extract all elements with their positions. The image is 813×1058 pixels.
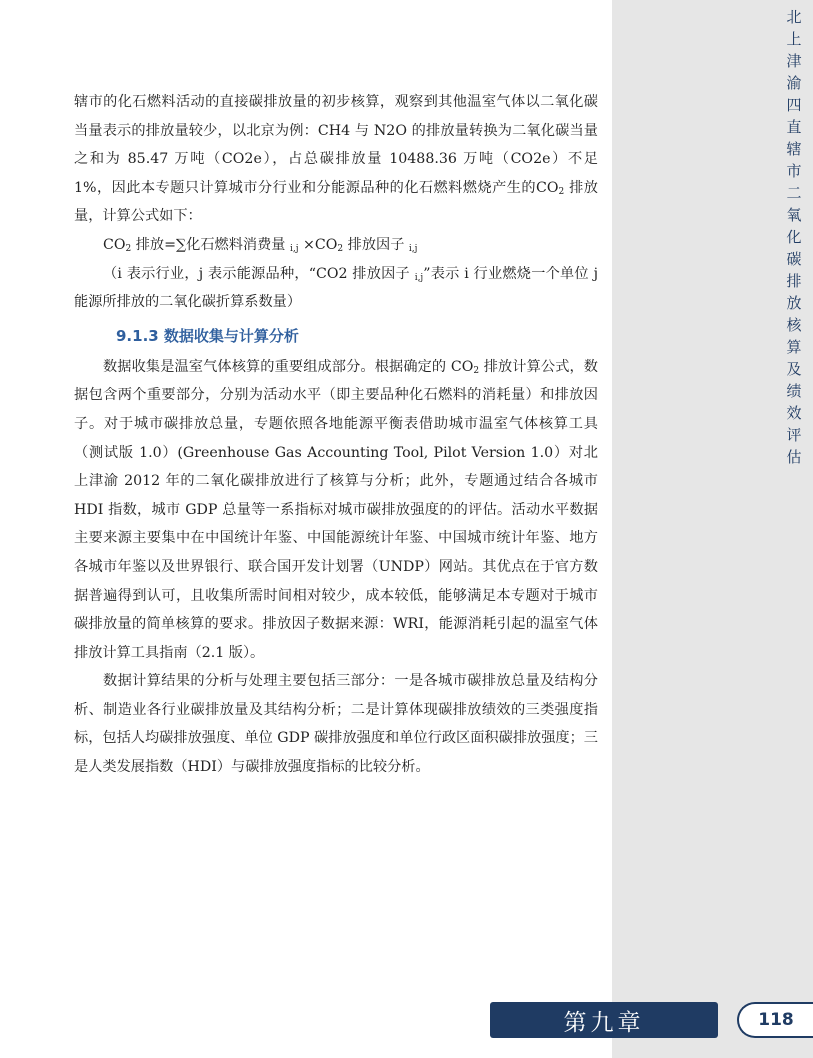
title-char: 直 <box>786 118 802 136</box>
title-char: 及 <box>786 360 802 378</box>
title-char: 碳 <box>786 250 802 268</box>
title-char: 津 <box>786 52 802 70</box>
title-char: 市 <box>786 162 802 180</box>
title-char: 核 <box>786 316 802 334</box>
title-char: 四 <box>786 96 802 114</box>
paragraph-analysis: 数据计算结果的分析与处理主要包括三部分：一是各城市碳排放总量及结构分析、制造业各行业碳排放量及其结构分析；二是计算体现碳排放绩效的三类强度指标，包括人均碳排放强度、单位 GDP 碳排放强度和单位行政区面积碳排放强度；三是人类发展指数（HDI）与碳排放强度指标的比较分析。 <box>74 673 598 776</box>
title-char: 氧 <box>786 206 802 224</box>
page-body <box>74 88 598 782</box>
title-char: 上 <box>786 30 802 48</box>
title-char: 北 <box>786 8 802 26</box>
running-title-vertical <box>783 6 805 468</box>
page-number: 118 <box>737 1002 813 1038</box>
title-char: 效 <box>786 404 802 422</box>
title-char: 放 <box>786 294 802 312</box>
title-char: 算 <box>786 338 802 356</box>
section-heading: 9.1.3 数据收集与计算分析 <box>116 326 299 345</box>
formula-line: $CO_2$ 排放=∑化石燃料消费量 $_{i,j} \times CO_2$ 排放因子 $_{i,j}$ <box>103 236 418 254</box>
title-char: 渝 <box>786 74 802 92</box>
chapter-tab: 第九章 <box>490 1002 718 1038</box>
title-char: 绩 <box>786 382 802 400</box>
title-char: 化 <box>786 228 802 246</box>
paragraph-data-collection: 数据收集是温室气体核算的重要组成部分。根据确定的 $CO_2$ 排放计算公式，数据包含两个重要部分，分别为活动水平（即主要品种化石燃料的消耗量）和排放因子。对于城市碳排放总量，专题依照各地能源平衡表借助城市温室气体核算工具（测试版 1.0）(Greenhouse Gas Accounting Tool, Pilot Version 1.0）对北上津渝 2012 年的二氧化碳排放进行了核算与分析；此外，专题通过结合各城市 HDI 指数，城市 GDP 总量等一系指标对城市碳排放强度的的评估。活动水平数据主要来源主要集中在中国统计年鉴、中国能源统计年鉴、中国城市统计年鉴、地方各城市年鉴以及世界银行、联合国开发计划署（UNDP）网站。其优点在于官方数据普遍得到认可，且收集所需时间相对较少，成本较低，能够满足本专题对于城市碳排放量的简单核算的要求。排放因子数据来源：WRI，能源消耗引起的温室气体排放计算工具指南（2.1 版）。 <box>74 358 598 661</box>
title-char: 排 <box>786 272 802 290</box>
title-char: 二 <box>786 184 802 202</box>
paragraph-intro: 辖市的化石燃料活动的直接碳排放量的初步核算，观察到其他温室气体以二氧化碳当量表示的排放量较少，以北京为例：CH4 与 N2O 的排放量转换为二氧化碳当量之和为 85.47 万吨（CO2e），占总碳排放量 10488.36 万吨（CO2e）不足 1%，因此本专题只计算城市分行业和分能源品种的化石燃料燃烧产生的$CO_2$ 排放量，计算公式如下： <box>74 94 598 225</box>
formula-note: （i 表示行业，j 表示能源品种，“CO2 排放因子 $_{i,j}$”表示 i 行业燃烧一个单位 j 能源所排放的二氧化碳折算系数量） <box>74 265 598 311</box>
title-char: 辖 <box>786 140 802 158</box>
title-char: 估 <box>786 448 802 466</box>
title-char: 评 <box>786 426 802 444</box>
